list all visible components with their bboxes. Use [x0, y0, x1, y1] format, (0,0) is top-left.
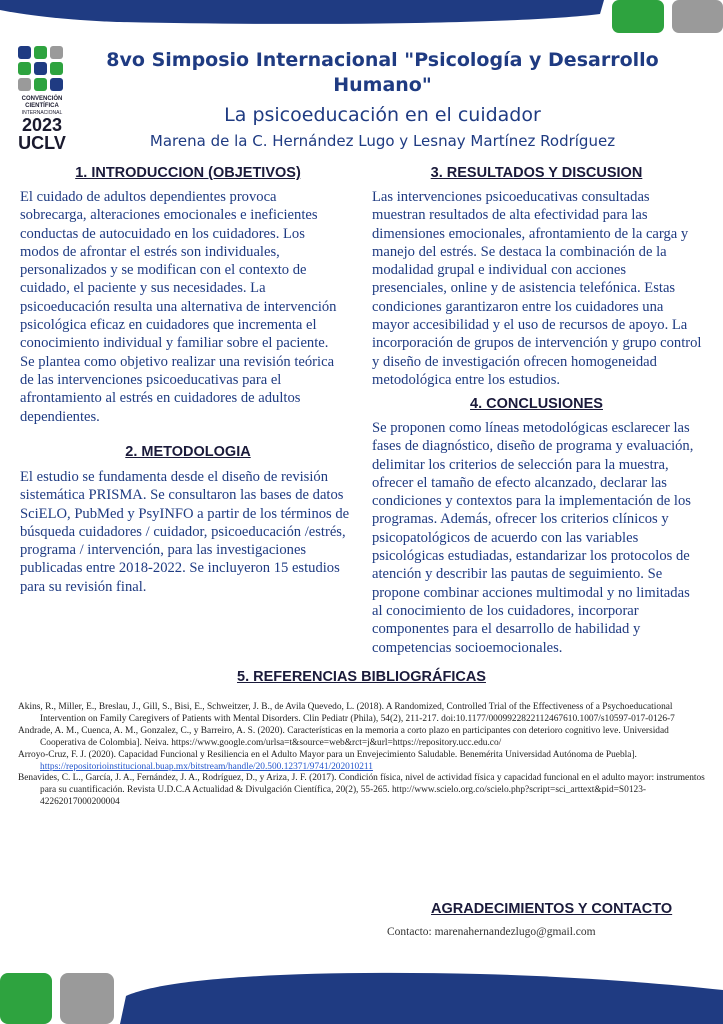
- reference-link[interactable]: https://repositorioinstitucional.buap.mx/bitstream/handle/20.500.12371/9741/202010211: [40, 761, 373, 772]
- logo-square: [34, 78, 47, 91]
- top-banner: [0, 0, 723, 34]
- convention-logo: [14, 46, 70, 152]
- reference-item: [18, 726, 708, 750]
- logo-square: [50, 78, 63, 91]
- bottom-banner: [0, 966, 723, 1024]
- section-body-resultados: Las intervenciones psicoeducativas consultadas muestran resultados de alta efectividad para las dimensiones emocionales, afrontamiento de la carga y manejo del estrés. Se destaca la combinación de la modalidad grupal e individual con acciones presenciales, online y de asistencia telefónica. Estas condiciones garantizaron entre los cuidadores una mayor accesibilidad y el uso de recursos de apoyo. La incorporación de grupos de intervención y grupo control y diseño de investigación ofrecen homogeneidad metodológica entre los estudios.: [372, 189, 702, 388]
- top-green-tab: [612, 0, 664, 33]
- logo-square: [34, 62, 47, 75]
- logo-square: [50, 46, 63, 59]
- bottom-green-tab: [0, 973, 52, 1024]
- reference-text: Andrade, A. M., Cuenca, A. M., Gonzalez, C., y Barreiro, A. S. (2020). Características en la memoria a corto plazo en participantes con deterioro cognitivo leve. Universidad Cooperativa de Colombia]. Neiva. https://www.google.com/urlsa=t&source=web&rct=j&url=https://repository.ucc.edu.co/: [18, 725, 669, 748]
- logo-line-3: INTERNACIONAL: [21, 110, 63, 116]
- logo-line-2: CIENTÍFICA: [25, 103, 59, 109]
- section-heading-resultados: 3. RESULTADOS Y DISCUSION: [430, 165, 643, 181]
- poster-subtitle: La psicoeducación en el cuidador: [224, 104, 541, 126]
- section-heading-referencias: 5. REFERENCIAS BIBLIOGRÁFICAS: [237, 669, 486, 685]
- bottom-gray-tab: [60, 973, 114, 1024]
- section-heading-conclusiones: 4. CONCLUSIONES: [470, 396, 603, 412]
- top-navy-wave: [0, 0, 604, 24]
- section-body-metodologia: El estudio se fundamenta desde el diseño de revisión sistemática PRISMA. Se consultaron las bases de datos SciELO, PubMed y PsyINFO a partir de los términos de búsqueda cuidadores / cuidador, psicoeducación /estrés, programa / intervención, para las investigaciones publicadas entre 2018-2022. Se incluyeron 15 estudios para su revisión final.: [20, 469, 350, 595]
- logo-square: [34, 46, 47, 59]
- poster-title: 8vo Simposio Internacional "Psicología y Desarrollo Humano": [106, 49, 659, 96]
- bottom-navy-wave: [120, 973, 723, 1024]
- logo-line-1: CONVENCIÓN: [21, 96, 63, 102]
- contact-email: Contacto: marenahernandezlugo@gmail.com: [387, 926, 596, 938]
- logo-square: [18, 62, 31, 75]
- reference-item: [18, 773, 708, 809]
- section-heading-introduccion: 1. INTRODUCCION (OBJETIVOS): [75, 165, 301, 181]
- section-body-conclusiones: Se proponen como líneas metodológicas esclarecer las fases de diagnóstico, diseño de programa y evaluación, delimitar los criterios de selección para la muestra, ofrecer el tamaño de efecto alcanzado, declarar las condiciones y contextos para la implementación de los programas. Además, ofrecer los criterios clínicos y psicopatológicos de acuerdo con las variables psicológicas estudiadas, estandarizar los protocolos de atención y describir las pautas de seguimiento. Se propone combinar acciones multimodal y no limitadas al conocimiento de los cuidadores, incorporar componentes para el desarrollo de habilidad y competencias socioemocionales.: [372, 420, 694, 656]
- logo-square: [18, 46, 31, 59]
- reference-item: [18, 750, 708, 774]
- section-body-introduccion: El cuidado de adultos dependientes provoca sobrecarga, alteraciones emocionales e ineficientes conductas de autocuidado en los cuidadores. Los modos de afrontar el estrés son individuales, personalizados y se modifican con el contexto de cuidado, el paciente y sus necesidades. La psicoeducación resulta una alternativa de intervención psicológica eficaz en cuidadores que incrementa el conocimiento individual y familiar sobre el paciente. Se plantea como objetivo realizar una revisión teórica de las intervenciones psicoeducativas para el afrontamiento al estrés en cuidadores de adultos dependientes.: [20, 189, 337, 425]
- logo-square: [18, 78, 31, 91]
- logo-square: [50, 62, 63, 75]
- logo-year: 2023: [21, 115, 63, 135]
- reference-text: Arroyo-Cruz, F. J. (2020). Capacidad Funcional y Resiliencia en el Adulto Mayor para un Envejecimiento Saludable. Benemérita Universidad Autónoma de Puebla].: [18, 749, 637, 760]
- references-list: [18, 702, 708, 809]
- top-gray-tab: [672, 0, 723, 33]
- section-heading-metodologia: 2. METODOLOGIA: [125, 444, 251, 460]
- poster-authors: Marena de la C. Hernández Lugo y Lesnay Martínez Rodríguez: [149, 132, 616, 150]
- reference-text: Benavides, C. L., García, J. A., Fernández, J. A., Rodríguez, D., y Ariza, J. F. (2017). Condición física, nivel de actividad física y capacidad funcional en el adulto mayor: instrumentos para su cuantificación. Revista U.D.C.A Actualidad & Divulgación Científica, 20(2), 55-265. http://www.scielo.org.co/scielo.php?script=sci_arttext&pid=S0123-42262017000200004: [18, 773, 705, 808]
- reference-text: Akins, R., Miller, E., Breslau, J., Gill, S., Bisi, E., Schweitzer, J. B., de Avila Quevedo, L. (2018). A Randomized, Controlled Trial of the Effectiveness of a Psychoeducational Intervention on Family Caregivers of Patients with Mental Disorders. Clin Pediatr (Phila), 54(2), 211-217. doi:10.1177/0009922822112467610.1007/s10597-017-0126-7: [18, 702, 675, 724]
- section-heading-agradecimientos: AGRADECIMIENTOS Y CONTACTO: [431, 901, 673, 917]
- logo-org: UCLV: [18, 133, 66, 153]
- reference-item: [18, 702, 708, 726]
